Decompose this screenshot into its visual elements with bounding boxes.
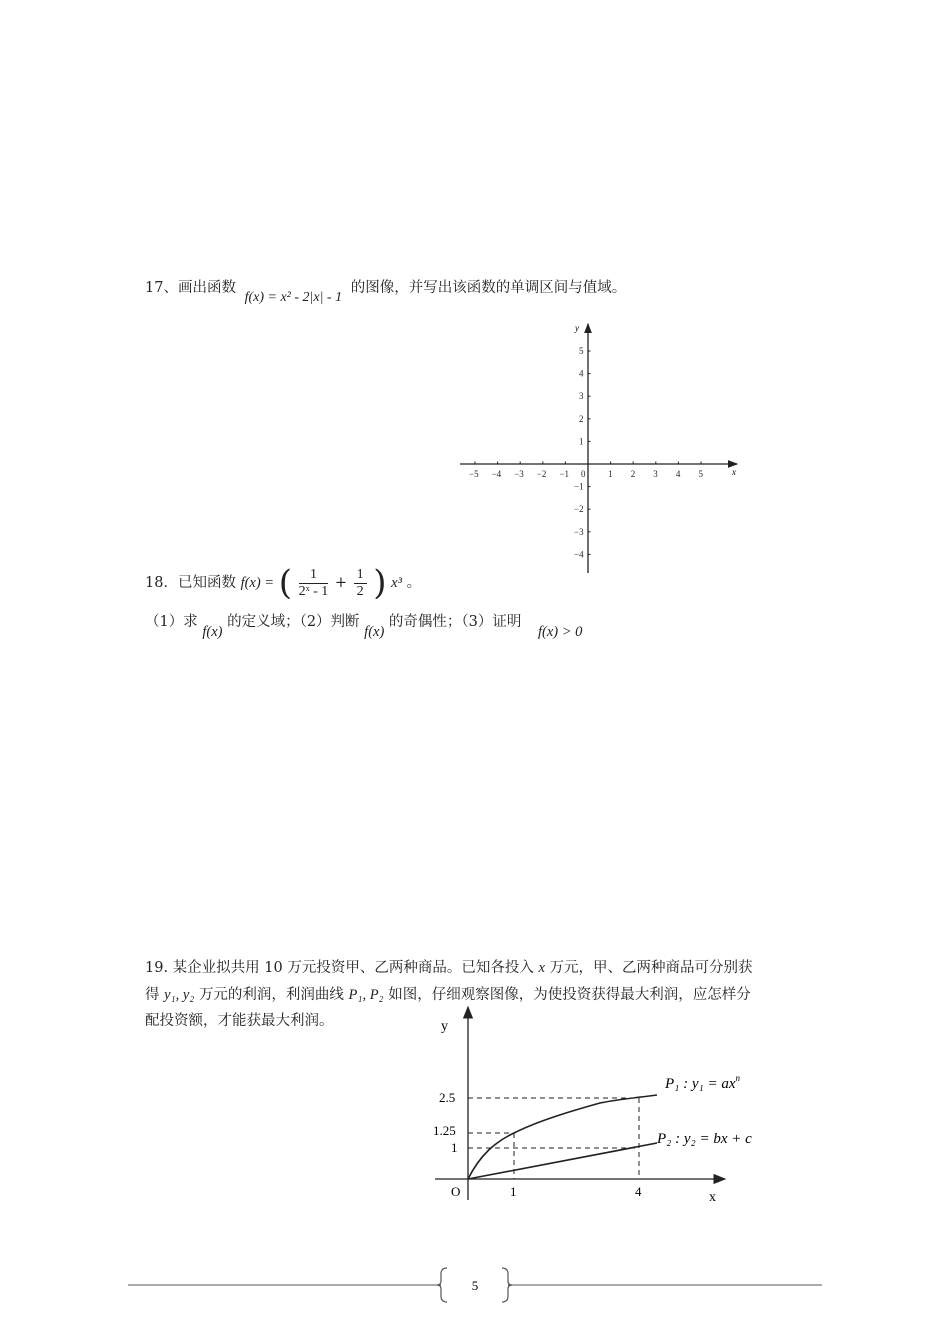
q17-y-tick-label: 4 (579, 368, 584, 379)
q18-part1-f: f(x) (202, 624, 223, 640)
question-18 (145, 563, 422, 603)
q17-x-tick-label: 4 (675, 469, 681, 479)
q17-y-tick-label: −2 (574, 504, 584, 515)
q18-frac1-denominator: 2ˣ - 1 (298, 583, 329, 599)
page-footer (0, 1262, 950, 1308)
q19-line2-end: 如图，仔细观察图像，为使投资获得最大利润，应怎样分 (388, 987, 751, 1003)
q17-x-tick-label: 2 (630, 469, 636, 479)
q18-part2-f: f(x) (364, 624, 385, 640)
q19-vars-y: y₁, y₂ (164, 987, 195, 1003)
footer-right-brace (502, 1268, 512, 1302)
q18-part3-inequality: f(x) > 0 (538, 624, 583, 640)
q18-right-paren: ) (373, 563, 387, 603)
q19-p1-exponent: n (735, 1073, 741, 1083)
q17-y-tick-label: 3 (579, 391, 584, 402)
q19-y-label: y (441, 1019, 448, 1034)
q17-y-tick-label: −4 (574, 549, 584, 560)
q19-x-tick-4: 4 (635, 1184, 642, 1199)
q17-prefix: 17、画出函数 (145, 280, 236, 296)
q17-x-axis-label: x (732, 467, 736, 477)
q18-frac2-denominator: 2 (356, 583, 364, 599)
q19-curves-p: P₁, P₂ (348, 987, 384, 1003)
q18-part1-suffix: 的定义域；（2）判断 (227, 614, 360, 630)
q17-suffix: 的图像，并写出该函数的单调区间与值域。 (350, 280, 627, 296)
q18-x-cubed: x³ (391, 575, 402, 591)
q19-line1-text: 19. 某企业拟共用 10 万元投资甲、乙两种商品。已知各投入 (145, 960, 534, 976)
q19-line2-mid: 万元的利润，利润曲线 (198, 987, 344, 1003)
page-number: 5 (471, 1278, 479, 1293)
q17-formula: f(x) = x² - 2|x| - 1 (244, 290, 343, 305)
q17-y-tick-label: 5 (579, 346, 584, 356)
q18-fraction-2 (354, 567, 367, 600)
q18-plus: + (334, 575, 348, 591)
q19-curve-p1 (468, 1095, 657, 1179)
q17-y-tick-label: 2 (579, 413, 584, 424)
q19-x-label: x (709, 1190, 716, 1205)
footer-left-brace (437, 1268, 447, 1302)
q18-fraction-1 (299, 567, 329, 600)
q18-f-lhs: f(x) = (240, 575, 275, 591)
q19-line1-end: 万元，甲、乙两种商品可分别获 (549, 960, 753, 976)
q19-line-1 (145, 956, 753, 980)
q17-y-tick-label: −3 (574, 526, 584, 537)
q17-x-tick-label: 0 (581, 469, 586, 479)
q19-p1-label-text: P₁ : y₁ = ax (665, 1076, 736, 1092)
q17-x-tick-label: 3 (653, 469, 658, 479)
q17-x-tick-label: −3 (514, 469, 524, 479)
q19-origin-label: O (451, 1184, 461, 1199)
q17-x-tick-label: 1 (608, 469, 613, 479)
q18-number: 18．已知函数 (145, 575, 236, 591)
question-18-parts (145, 610, 583, 640)
q19-line-3: 配投资额，才能获最大利润。 (145, 1013, 334, 1029)
q18-left-paren: ( (278, 563, 292, 603)
q18-end: 。 (406, 575, 422, 591)
q17-x-tick-label: 5 (698, 469, 703, 479)
q17-x-tick-label: −1 (559, 469, 569, 479)
q19-p1-label (664, 1073, 741, 1092)
q19-y-tick-2-5: 2.5 (439, 1090, 456, 1105)
q18-frac2-numerator: 1 (354, 567, 367, 584)
q19-var-x: x (538, 960, 545, 976)
q17-x-tick-label: −4 (491, 469, 502, 479)
q17-x-tick-label: −5 (469, 469, 479, 479)
q18-part2-suffix: 的奇偶性；（3）证明 (388, 614, 522, 630)
q19-p2-label: P₂ : y₂ = bx + c (657, 1131, 752, 1147)
q17-coordinate-axes (455, 318, 745, 578)
q17-x-tick-label: −2 (536, 469, 547, 479)
q17-y-axis-label: y (575, 323, 579, 333)
q18-frac1-numerator: 1 (299, 567, 329, 584)
q19-y-tick-1-25: 1.25 (433, 1123, 456, 1138)
q19-line2-prefix: 得 (145, 987, 160, 1003)
q19-profit-graph (425, 1000, 795, 1210)
q17-y-tick-label: −1 (574, 481, 584, 492)
q19-x-tick-1: 1 (510, 1184, 517, 1199)
q18-part1-prefix: （1）求 (145, 614, 198, 630)
q17-y-tick-label: 1 (579, 436, 584, 447)
q19-y-tick-1: 1 (451, 1140, 458, 1155)
question-17 (145, 276, 627, 305)
